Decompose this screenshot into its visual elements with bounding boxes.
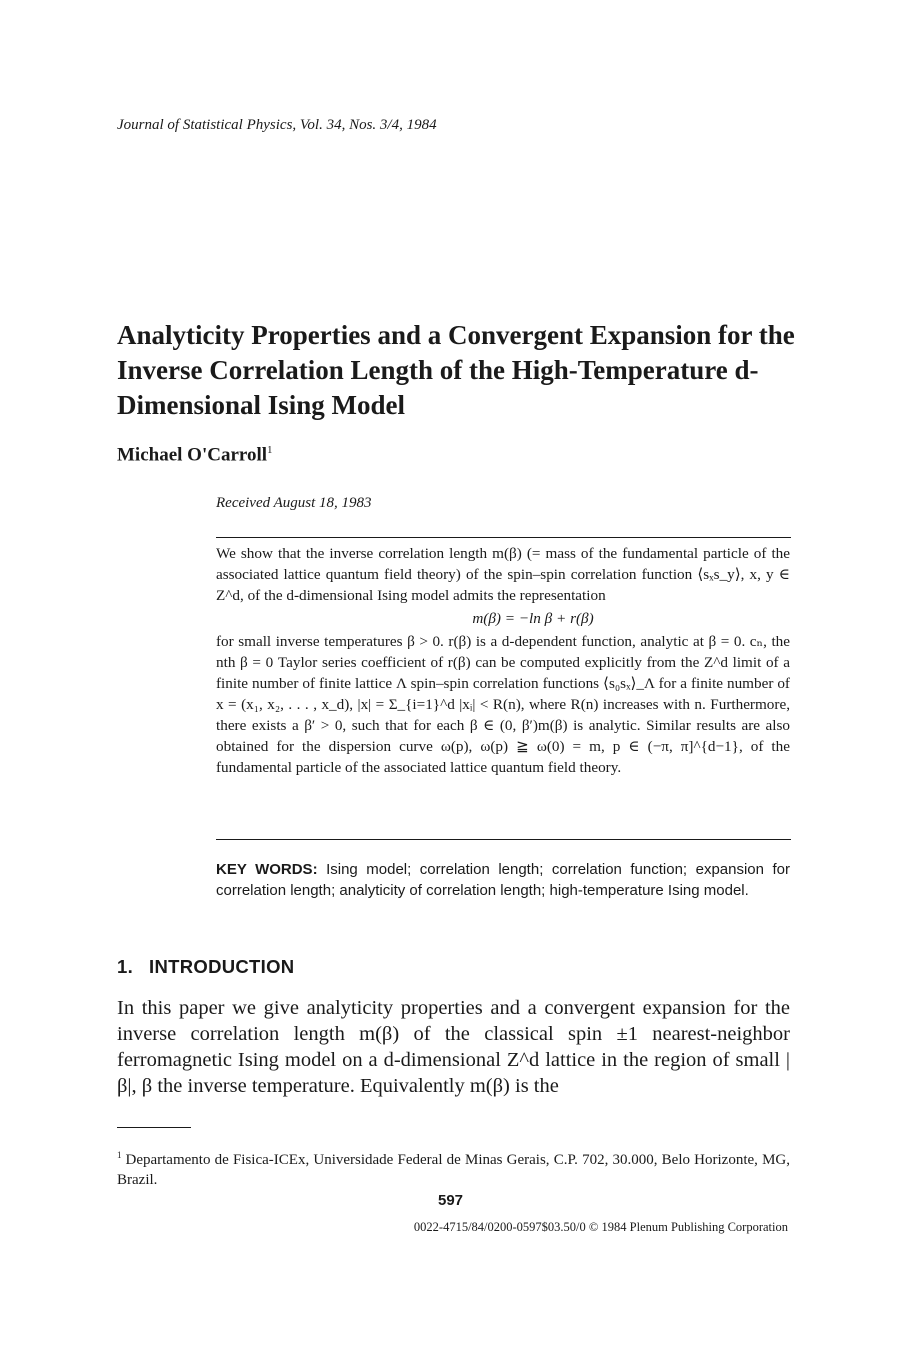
intro-paragraph: In this paper we give analyticity properties and a convergent expansion for the inverse correlation length m(β) of the classical spin ±1 nearest-neighbor ferromagnetic Ising model on a d-dimensional Z^d lattice in the region of small |β|, β the inverse temperature. Equivalently m(β) is the (117, 997, 790, 1097)
section-title: INTRODUCTION (149, 956, 295, 977)
author-footnote-mark[interactable]: 1 (267, 444, 273, 456)
abstract-top-rule (216, 537, 791, 538)
section-heading (117, 956, 294, 978)
abstract-paragraph-1: We show that the inverse correlation length m(β) (= mass of the fundamental particle of the associated lattice quantum field theory) of the spin–spin correlation function ⟨sₓs_y⟩, x, y ∈ Z^d, of the d-dimensional Ising model admits the representation (216, 545, 790, 604)
footnote-rule (117, 1127, 191, 1128)
author-name: Michael O'Carroll (117, 444, 268, 466)
journal-citation: Journal of Statistical Physics, Vol. 34, Nos. 3/4, 1984 (117, 117, 437, 133)
paper-title: Analyticity Properties and a Convergent Expansion for the Inverse Correlation Length of the High-Temperature d-Dimensional Ising Model (117, 320, 795, 420)
abstract-paragraph-2: for small inverse temperatures β > 0. r(β) is a d-dependent function, analytic at β = 0. cₙ, the nth β = 0 Taylor series coefficient of r(β) can be computed explicitly from the Z^d limit of a finite number of finite lattice Λ spin–spin correlation functions ⟨s₀sₓ⟩_Λ for a finite number of x = (x₁, x₂, . . . , x_d), |x| = Σ_{i=1}^d |xᵢ| < R(n), where R(n) increases with n. Furthermore, there exists a β′ > 0, such that for each β ∈ (0, β′)m(β) is analytic. Similar results are also obtained for the dispersion curve ω(p), ω(p) ≧ ω(0) = m, p ∈ (−π, π]^{d−1}, of the fundamental particle of the associated lattice quantum field theory. (216, 633, 790, 776)
section-number: 1. (117, 956, 134, 977)
page-number: 597 (437, 1192, 464, 1209)
abstract (216, 543, 790, 778)
abstract-bottom-rule (216, 839, 791, 840)
footnote-text: Departamento de Fisica-ICEx, Universidade Federal de Minas Gerais, C.P. 702, 30.000, Belo Horizonte, MG, Brazil. (117, 1152, 790, 1188)
author-line (117, 444, 273, 466)
keywords (216, 859, 790, 901)
keywords-label: KEY WORDS: (216, 861, 318, 878)
copyright-line: 0022-4715/84/0200-0597$03.50/0 © 1984 Plenum Publishing Corporation (413, 1220, 788, 1234)
abstract-equation: m(β) = −ln β + r(β) (472, 610, 594, 627)
footnote (117, 1145, 790, 1190)
footnote-mark: 1 (117, 1150, 122, 1160)
received-date: Received August 18, 1983 (216, 495, 372, 511)
keywords-text: Ising model; correlation length; correlation function; expansion for correlation length; analyticity of correlation length; high-temperature Ising model. (216, 861, 790, 899)
